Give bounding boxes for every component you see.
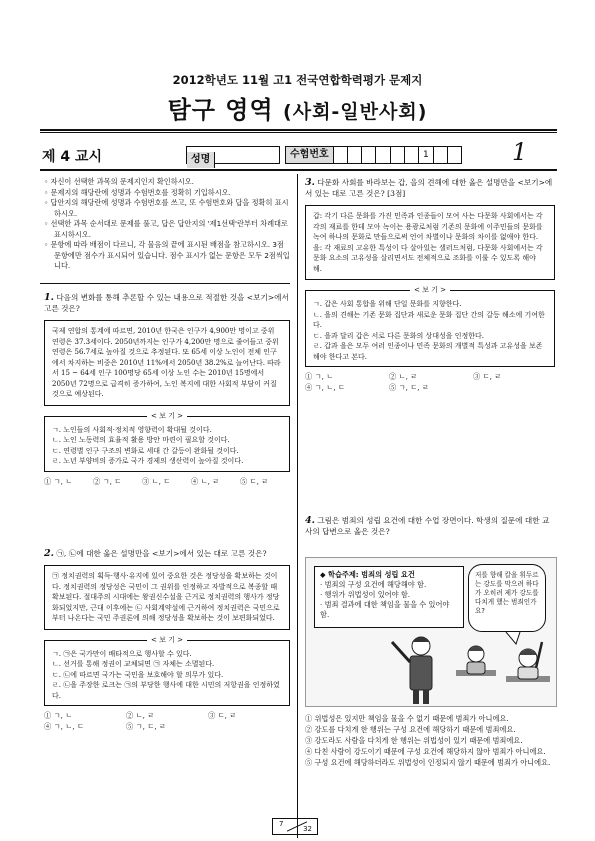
choice-3[interactable]: ③ ㄷ, ㄹ [473,372,502,381]
id-cell [376,147,390,163]
choice-4[interactable]: ④ ㄱ, ㄴ, ㄷ [44,722,85,731]
passage-speaker-a: 갑: 각기 다른 문화를 가진 민족과 인종들이 모여 사는 다문화 사회에서는 각각의 재료를 한데 모아 녹이는 용광로처럼 기존의 문화에 이주민들의 문화를 녹여 하나의 문화로 만들으로써 언어 차별이나 문화의 차이를 없애야 한다. [313,212,543,241]
question-1-text: 1. 다음의 변화를 통해 추론할 수 있는 내용으로 적절한 것을 <보기>에서 고른 것은? [44,292,289,313]
bogi-label: < 보 기 > [410,285,450,296]
name-field[interactable] [186,146,280,164]
question-2-text: 2. ㉠, ㉡에 대한 옳은 설명만을 <보기>에서 있는 대로 고른 것은? [44,548,267,559]
exam-number-field[interactable] [285,146,462,164]
passage-speaker-b: 을: 각 재료의 고유한 특성이 다 살아있는 샐러드처럼, 다문화 사회에서는 각 문화 요소의 고유성을 살리면서도 전체적으로 조화를 이룰 수 있도록 해야 해. [313,243,543,273]
choice-4[interactable]: ④ 다친 사람이 강도이기 때문에 구성 요건에 해당하지 않아 범죄가 아니에요. [305,747,546,756]
instruction-item: ◦ 선택한 과목 순서대로 문제를 풀고, 답은 답안지의 '제1선택'란부터 차례대로 표시하시오. [44,219,288,239]
section-rule [40,169,557,171]
id-cell [334,147,348,163]
question-1-choices [44,476,290,487]
question-3-choices [305,371,555,393]
speech-tail [506,632,520,644]
page-indicator [272,818,318,835]
question-2-bogi [44,635,290,707]
bogi-item: ㄱ. ㉠은 국가만이 배타적으로 행사할 수 있다. [52,649,192,658]
topic-item: · 범죄 결과에 대한 책임을 물을 수 있어야 함. [320,600,450,619]
choice-5[interactable]: ⑤ ㄱ, ㄷ, ㄹ [389,383,430,392]
choice-3[interactable]: ③ 강도라도 사람을 다치게 한 행위는 위법성이 있기 때문에 범죄에요. [305,736,523,745]
bogi-item: ㄹ. 노년 부양비의 증가로 국가 경제의 생산력이 높아질 것이다. [52,457,244,465]
student-figure [518,642,542,679]
bogi-item: ㄴ. 선거를 통해 정권이 교체되면 ㉠ 자체는 소멸된다. [52,660,215,668]
question-3-bogi [305,286,555,367]
subject-title-sub: (사회-일반사회) [283,101,428,123]
exam-title: 2012학년도 11월 고1 전국연합학력평가 문제지 [172,73,423,87]
choice-5[interactable]: ⑤ ㄷ, ㄹ [240,476,269,486]
question-4 [305,515,555,537]
choice-2[interactable]: ② ㄱ, ㄷ [93,476,122,486]
instructions-divider [40,283,290,284]
question-4-number: 4. [305,515,315,526]
question-2 [44,548,290,732]
bogi-item: ㄴ. 을의 견해는 기존 문화 집단과 새로운 문화 집단 간의 갈등 해소에 기여한다. [313,310,545,329]
subject-title-main: 탐구 영역 [167,96,274,124]
question-1-number: 1. [44,292,54,303]
classroom-drawing [306,558,556,706]
question-3-number: 3. [305,177,315,188]
topic-item: · 범죄의 구성 요건에 해당해야 함. [320,580,427,589]
page-number: 1 [512,138,528,166]
teacher-figure [392,637,432,704]
question-3-passage [305,205,555,280]
topic-title: ◆ 학습주제: 범죄의 성립 요건 [320,570,415,579]
bogi-item: ㄷ. 을과 달리 갑은 서로 다른 문화의 상대성을 인정한다. [313,331,485,340]
bogi-item: ㄴ. 노인 노동력의 효율적 활용 방안 마련이 필요할 것이다. [52,436,230,444]
question-4-choices [305,713,555,768]
choice-4[interactable]: ④ ㄴ, ㄹ [191,476,220,486]
question-2-number: 2. [44,548,54,559]
question-1-bogi [44,411,290,472]
choice-5[interactable]: ⑤ ㄱ, ㄷ, ㄹ [126,722,167,731]
exam-number-label: 수험번호 [286,147,334,163]
bogi-label: < 보 기 > [147,635,187,646]
column-separator [297,174,298,838]
id-cell-digit: 1 [419,147,433,163]
name-label: 성명 [187,152,215,168]
bogi-label: < 보 기 > [147,411,187,422]
choice-1[interactable]: ① ㄱ, ㄴ [44,476,73,486]
id-cell [391,147,405,163]
id-cell [348,147,362,163]
question-1 [44,292,290,487]
bogi-item: ㄹ. 갑과 을은 모두 여러 인종이나 민족 문화의 개별적 특성과 고유성을 보존해야 한다고 본다. [313,342,543,361]
header-rule-thin [40,132,557,133]
choice-1[interactable]: ① ㄱ, ㄴ [44,711,73,720]
instruction-item: ◦ 답안지의 해당란에 성명과 수험번호를 쓰고, 또 수험번호와 답을 정확히 표시하시오. [44,198,289,218]
choice-2[interactable]: ② ㄴ, ㄹ [126,711,155,720]
id-cell [405,147,419,163]
bogi-item: ㄱ. 노인들의 사회적·정치적 영향력이 확대될 것이다. [52,425,212,434]
bogi-item: ㄷ. 연령별 인구 구조의 변화로 세대 간 갈등이 완화될 것이다. [52,446,239,455]
question-3-text: 3. 다문화 사회를 바라보는 갑, 을의 견해에 대한 옳은 설명만을 <보기>에서 있는 대로 고른 것은? [3점] [305,177,553,198]
bogi-item: ㄱ. 갑은 사회 통합을 위해 단일 문화를 지향한다. [313,300,462,308]
question-2-passage: ㉠ 정치권력의 획득·행사·유지에 있어 중요한 것은 정당성을 확보하는 것이다. 정치권력의 정당성은 국민이 그 권위를 인정하고 자발적으로 복종할 때 확보된다. 절대주의 시대에는 왕권신수설을 근거로 정치권력의 행사가 정당화되었지만, 근대 이후에는 ㉡ 사회계약설에 근거하여 정치권력은 국민으로부터 나온다는 국민 주권론에 의해 정당성을 확보하는 것이 보편화되었다. [44,565,290,630]
instruction-item: ◦ 자신이 선택한 과목의 문제지인지 확인하시오. [44,177,194,186]
choice-2[interactable]: ② ㄴ, ㄹ [389,372,418,381]
bogi-item: ㄹ. ㉡을 주장한 로크는 ㉠의 부당한 행사에 대한 시민의 저항권을 인정하였다. [52,681,280,700]
current-page: 7 [279,820,284,828]
session-label: 제 4 교시 [42,149,103,165]
header-rule [40,129,557,131]
question-3 [305,177,555,393]
choice-4[interactable]: ④ ㄱ, ㄴ, ㄷ [305,383,346,392]
topic-item: · 행위가 위법성이 있어야 함. [320,590,411,599]
question-1-passage: 국제 연합의 통계에 따르면, 2010년 한국은 인구가 4,900만 명이고 중위 연령은 37.3세이다. 2050년까지는 인구가 4,200만 명으로 줄어들고 중위 연령은 56.7세로 높아질 것으로 추정된다. 또 65세 이상 노인이 전체 인구에서 차지하는 비중은 2010년 11%에서 2050년 38.2%로 늘어난다. 따라서 15 ~ 64세 인구 100명당 65세 이상 노인 수는 2010년 15명에서 2050년 72명으로 급격히 증가하여, 노인 복지에 대한 사회적 부담이 커질 것으로 예상된다. [44,320,290,406]
classroom-illustration [305,557,557,707]
total-pages: 32 [303,825,312,833]
choice-3[interactable]: ③ ㄴ, ㄷ [142,476,171,486]
choice-5[interactable]: ⑤ 구성 요건에 해당하더라도 위법성이 인정되지 않기 때문에 범죄가 아니에요. [305,758,551,767]
id-cell [362,147,376,163]
choice-3[interactable]: ③ ㄷ, ㄹ [208,711,237,720]
student-figure [467,646,485,674]
choice-2[interactable]: ② 강도를 다치게 한 행위는 구성 요건에 해당하기 때문에 범죄에요. [305,725,516,734]
question-4-text: 4. 그림은 범죄의 성립 요건에 대한 수업 장면이다. 학생의 질문에 대한 교사의 답변으로 옳은 것은? [305,515,550,536]
student-speech-bubble: 저를 향해 칼을 휘두르는 강도를 막으려 하다가 오히려 제가 강도를 다치게 했는 범죄인가요? [468,564,546,632]
id-cell [448,147,461,163]
choice-1[interactable]: ① 위법성은 있지만 책임을 물을 수 없기 때문에 범죄가 아니에요. [305,714,509,723]
id-cell [434,147,448,163]
instructions [44,177,290,272]
instruction-item: ◦ 문제지의 해당란에 성명과 수험번호를 정확히 기입하시오. [44,187,231,197]
question-2-choices [44,710,290,732]
subject-title [0,90,595,125]
instruction-item: ◦ 문항에 따라 배점이 다르니, 각 물음의 끝에 표시된 배점을 참고하시오. 3점 문항에만 점수가 표시되어 있습니다. 점수 표시가 없는 문항은 모두 2점씩입니다. [44,240,290,270]
choice-1[interactable]: ① ㄱ, ㄴ [305,372,334,381]
bogi-item: ㄷ. ㉡에 따르면 국가는 국민을 보호해야 할 의무가 있다. [52,670,224,679]
